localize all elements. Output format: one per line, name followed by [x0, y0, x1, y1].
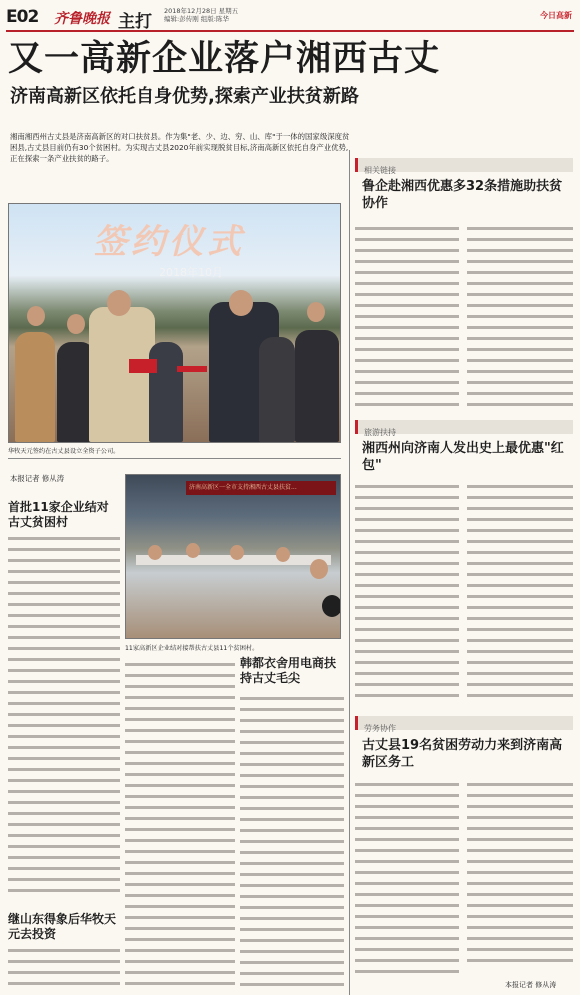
sidebar-title-1: 鲁企赴湘西优惠多32条措施助扶贫协作: [362, 179, 563, 211]
byline: 本报记者 修从涛: [10, 474, 65, 483]
article1-body: [8, 532, 120, 900]
main-headline: 又一高新企业落户湘西古丈: [8, 39, 441, 79]
article3-body: [240, 692, 344, 988]
labor-box: 劳务协作: [355, 716, 573, 730]
lead-paragraph: 湘南湘西州古丈县是济南高新区的对口扶贫县。作为集"老、少、边、穷、山、库"于一体的国家级深度贫困县,古丈县目前仍有30个贫困村。为实现古丈县2020年前实现脱贫目标,济南高新区依托自身产业优势,正在探索一条产业扶贫的路子。: [10, 132, 350, 163]
article3-title: 韩都衣舍用电商扶持古丈毛尖: [240, 656, 337, 685]
tourism-box: 旅游扶持: [355, 420, 573, 434]
section-tag: 今日高新: [540, 11, 572, 20]
page-number: E02: [6, 7, 39, 27]
article2-title: 继山东得象后华牧天元去投资: [8, 912, 117, 941]
photo-date-text: 2018年10月: [159, 266, 223, 279]
sidebar-title-2: 湘西州向济南人发出史上最优惠"红包": [362, 441, 564, 473]
section-title: 主打: [118, 12, 152, 32]
sidebar-title-3: 古丈县19名贫困劳动力来到济南高新区务工: [362, 738, 563, 770]
article1-body-col2: [125, 658, 235, 988]
main-subhead: 济南高新区依托自身优势,探索产业扶贫新路: [10, 86, 359, 107]
article1-title: 首批11家企业结对古丈贫困村: [8, 500, 109, 529]
photo1-caption: 华牧天元签约在古丈县设立全资子公司。: [8, 448, 120, 455]
photo-banner-text: 签约仪式: [93, 222, 245, 262]
meeting-banner: 济南高新区一全市支持湘西古丈县扶贫...: [186, 481, 336, 495]
signing-ceremony-photo: [8, 203, 341, 443]
issue-meta: 2018年12月28日 星期五 编辑:彭传刚 组版:陈华: [164, 7, 239, 23]
page-header: [6, 4, 574, 32]
photo2-caption: 11家高新区企业结对接帮扶古丈县11个贫困村。: [125, 645, 259, 652]
related-links-box: 相关链接: [355, 158, 573, 172]
newspaper-logo: 齐鲁晚报: [54, 11, 110, 27]
meeting-photo: [125, 474, 341, 639]
footer-byline: 本报记者 修从涛: [505, 981, 557, 989]
